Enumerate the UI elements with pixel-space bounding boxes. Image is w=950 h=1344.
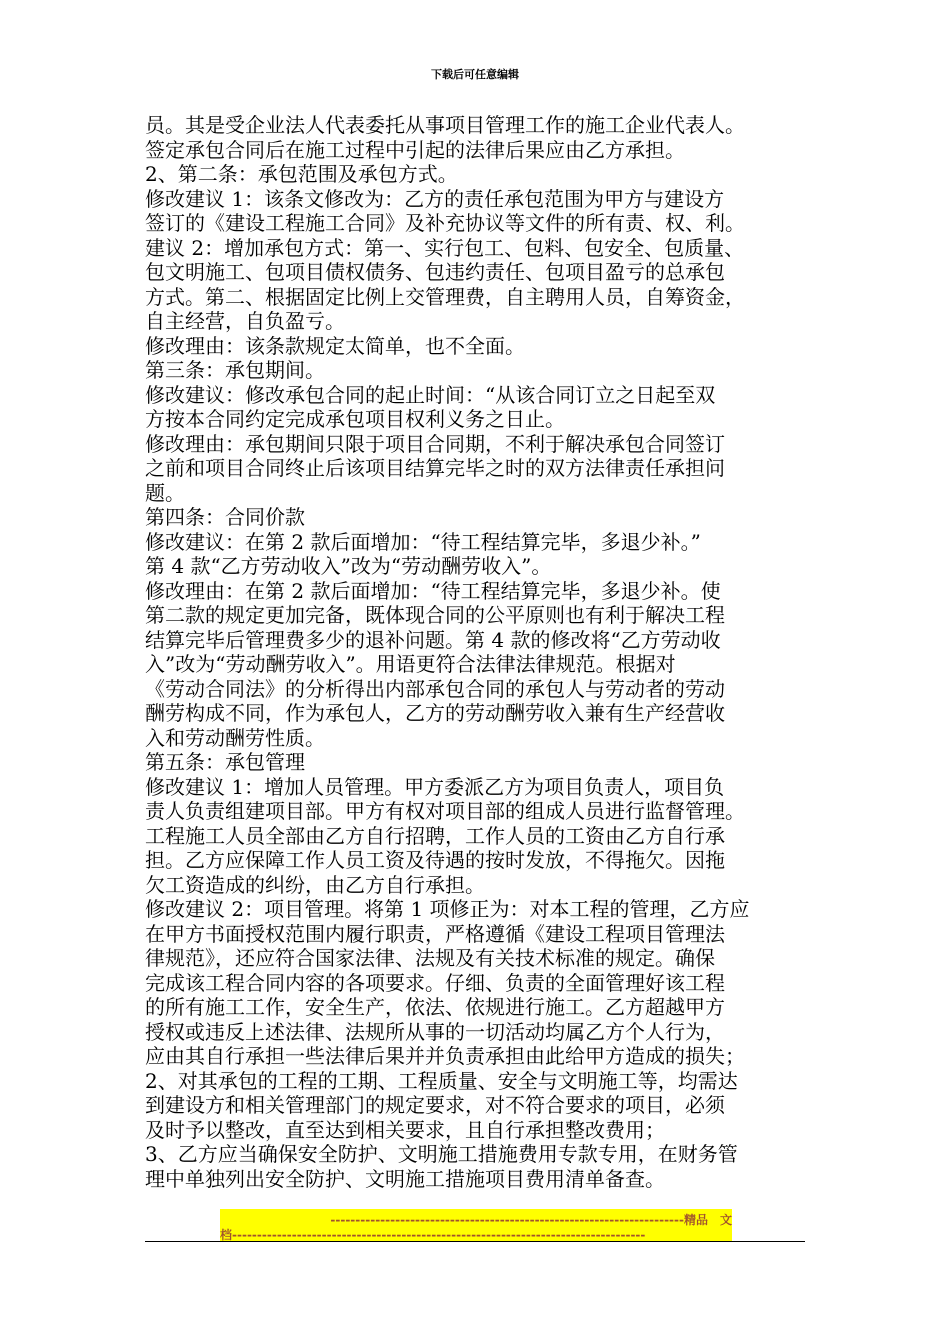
- body-line: 在甲方书面授权范围内履行职责，严格遵循《建设工程项目管理法: [145, 921, 725, 946]
- body-line: 及时予以整改，直至达到相关要求，且自行承担整改费用；: [145, 1117, 665, 1142]
- body-line: 第二款的规定更加完备，既体现合同的公平原则也有利于解决工程: [145, 603, 725, 627]
- body-line: 修改建议：修改承包合同的起止时间：“从该合同订立之日起至双: [145, 382, 716, 407]
- body-line: 建议 2：增加承包方式：第一、实行包工、包料、包安全、包质量、: [145, 235, 745, 260]
- body-line: 2、对其承包的工程的工期、工程质量、安全与文明施工等，均需达: [145, 1068, 738, 1093]
- body-line: 2、第二条：承包范围及承包方式。: [145, 162, 458, 186]
- footer-watermark-line-1: -----------------------------------------------------------------------精品 文: [330, 1213, 732, 1227]
- body-line: 结算完毕后管理费多少的退补问题。第 4 款的修改将“乙方劳动收: [145, 627, 721, 652]
- body-line: 责人负责组建项目部。甲方有权对项目部的组成人员进行监督管理。: [145, 799, 745, 823]
- body-line: 应由其自行承担一些法律后果并并负责承担由此给甲方造成的损失；: [145, 1044, 745, 1068]
- body-line: 入和劳动酬劳性质。: [145, 725, 325, 750]
- body-line: 律规范》，还应符合国家法律、法规及有关技术标准的规定。确保: [145, 946, 715, 970]
- body-line: 3、乙方应当确保安全防护、文明施工措施费用专款专用，在财务管: [145, 1142, 738, 1166]
- body-line: 员。其是受企业法人代表委托从事项目管理工作的施工企业代表人。: [145, 113, 745, 137]
- body-line: 包文明施工、包项目债权债务、包违约责任、包项目盈亏的总承包: [145, 260, 725, 284]
- body-line: 修改建议 1：增加人员管理。甲方委派乙方为项目负责人，项目负: [145, 774, 725, 799]
- body-line: 第三条：承包期间。: [145, 358, 325, 382]
- body-line: 酬劳构成不同，作为承包人，乙方的劳动酬劳收入兼有生产经营收: [145, 701, 725, 725]
- page-header: 下载后可任意编辑: [431, 68, 519, 81]
- body-line: 第 4 款“乙方劳动收入”改为“劳动酬劳收入”。: [145, 554, 552, 578]
- footer-watermark-line-2: 档-----------------------------------------------------------------------------------: [220, 1228, 646, 1242]
- body-line: 到建设方和相关管理部门的规定要求，对不符合要求的项目，必须: [145, 1093, 725, 1117]
- body-line: 签订的《建设工程施工合同》及补充协议等文件的所有责、权、利。: [145, 211, 745, 235]
- body-line: 修改建议 1：该条文修改为：乙方的责任承包范围为甲方与建设方: [145, 186, 725, 211]
- document-body: [145, 113, 815, 1191]
- body-line: 方式。第二、根据固定比例上交管理费，自主聘用人员，自筹资金，: [145, 284, 745, 309]
- body-line: 自主经营，自负盈亏。: [145, 309, 345, 333]
- body-line: 授权或违反上述法律、法规所从事的一切活动均属乙方个人行为，: [145, 1019, 725, 1044]
- body-line: 第四条：合同价款: [145, 505, 305, 529]
- body-line: 修改建议：在第 2 款后面增加：“待工程结算完毕，多退少补。”: [145, 529, 701, 554]
- body-line: 修改建议 2：项目管理。将第 1 项修正为：对本工程的管理，乙方应: [145, 897, 750, 921]
- body-line: 欠工资造成的纠纷，由乙方自行承担。: [145, 872, 485, 897]
- body-line: 第五条：承包管理: [145, 750, 305, 774]
- body-line: 之前和项目合同终止后该项目结算完毕之时的双方法律责任承担问: [145, 456, 725, 480]
- body-line: 题。: [145, 480, 185, 505]
- body-line: 修改理由：该条款规定太简单，也不全面。: [145, 333, 525, 358]
- body-line: 方按本合同约定完成承包项目权利义务之日止。: [145, 407, 565, 431]
- body-line: 入”改为“劳动酬劳收入”。用语更符合法律法律规范。根据对: [145, 652, 676, 676]
- body-line: 工程施工人员全部由乙方自行招聘，工作人员的工资由乙方自行承: [145, 823, 725, 848]
- footer-divider: [145, 1241, 805, 1242]
- body-line: 理中单独列出安全防护、文明施工措施项目费用清单备查。: [145, 1166, 665, 1191]
- body-line: 修改理由：在第 2 款后面增加：“待工程结算完毕，多退少补。使: [145, 578, 721, 603]
- body-line: 签定承包合同后在施工过程中引起的法律后果应由乙方承担。: [145, 137, 685, 162]
- body-line: 完成该工程合同内容的各项要求。仔细、负责的全面管理好该工程: [145, 970, 725, 995]
- body-line: 的所有施工工作，安全生产，依法、依规进行施工。乙方超越甲方: [145, 995, 725, 1019]
- body-line: 《劳动合同法》的分析得出内部承包合同的承包人与劳动者的劳动: [145, 676, 725, 701]
- body-line: 修改理由：承包期间只限于项目合同期，不利于解决承包合同签订: [145, 431, 725, 456]
- body-line: 担。乙方应保障工作人员工资及待遇的按时发放，不得拖欠。因拖: [145, 848, 725, 872]
